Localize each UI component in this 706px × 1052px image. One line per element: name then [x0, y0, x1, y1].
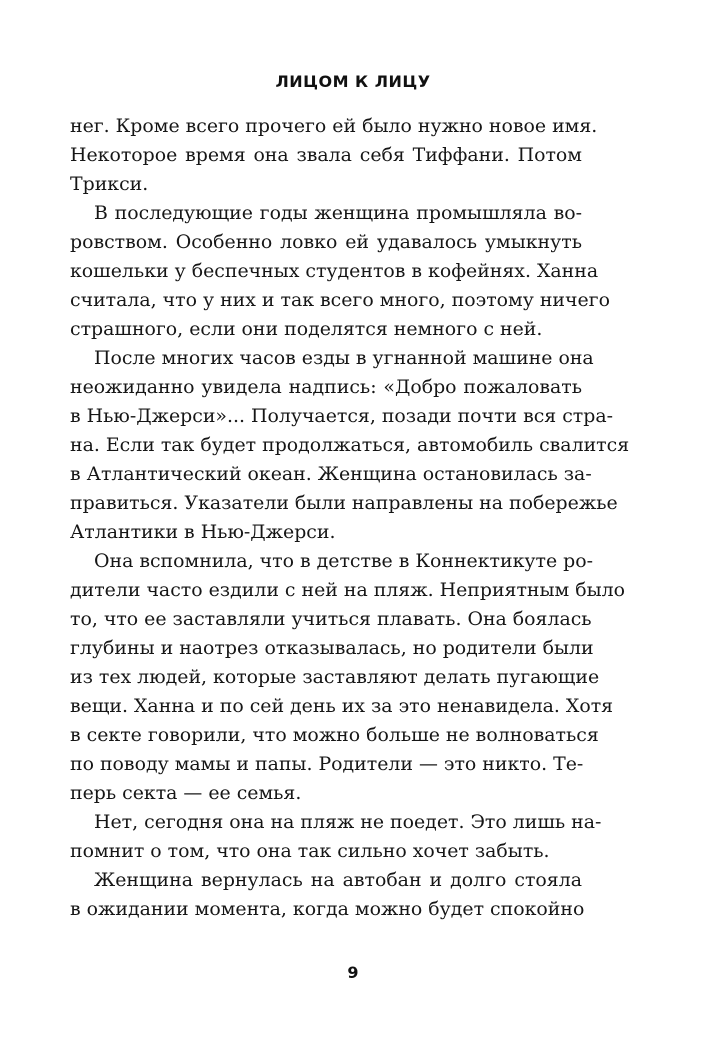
text-line: страшного, если они поделятся немного с ней.	[70, 318, 543, 340]
text-line: на. Если так будет продолжаться, автомобиль свалится	[70, 434, 630, 456]
text-line: глубины и наотрез отказывалась, но родители были	[70, 637, 594, 659]
text-line: дители часто ездили с ней на пляж. Неприятным было	[70, 579, 626, 601]
text-line: в ожидании момента, когда можно будет спокойно	[70, 898, 585, 920]
text-line: После многих часов езды в угнанной машине она	[94, 347, 594, 369]
text-line: Атлантики в Нью-Джерси.	[70, 521, 336, 543]
text-line: Нет, сегодня она на пляж не поедет. Это лишь на-	[94, 811, 602, 833]
text-line: В последующие годы женщина промышляла во-	[94, 202, 582, 224]
text-line: Женщина вернулась на автобан и долго стояла	[94, 869, 582, 891]
running-head: ЛИЦОМ К ЛИЦУ	[275, 72, 431, 91]
text-line: перь секта — ее семья.	[70, 782, 302, 804]
text-line: правиться. Указатели были направлены на побережье	[70, 492, 618, 514]
text-line: ровством. Особенно ловко ей удавалось умыкнуть	[70, 231, 582, 253]
body-text	[70, 112, 630, 924]
text-line: то, что ее заставляли учиться плавать. Она боялась	[70, 608, 592, 630]
text-line: в Нью-Джерси»... Получается, позади почти вся стра-	[70, 405, 613, 427]
text-line: Она вспомнила, что в детстве в Коннектикуте ро-	[94, 550, 593, 572]
text-line: из тех людей, которые заставляют делать пугающие	[70, 666, 600, 688]
text-line: по поводу мамы и папы. Родители — это никто. Те-	[70, 753, 584, 775]
text-line: неожиданно увидела надпись: «Добро пожаловать	[70, 376, 582, 398]
text-line: в Атлантический океан. Женщина остановилась за-	[70, 463, 592, 485]
page-number: 9	[347, 963, 359, 982]
text-line: помнит о том, что она так сильно хочет забыть.	[70, 840, 550, 862]
text-line: кошельки у беспечных студентов в кофейнях. Ханна	[70, 260, 599, 282]
text-line: нег. Кроме всего прочего ей было нужно новое имя.	[70, 115, 598, 137]
text-line: вещи. Ханна и по сей день их за это ненавидела. Хотя	[70, 695, 614, 717]
text-line: Трикси.	[70, 173, 149, 195]
text-line: считала, что у них и так всего много, поэтому ничего	[70, 289, 610, 311]
text-line: Некоторое время она звала себя Тиффани. Потом	[70, 144, 582, 166]
text-line: в секте говорили, что можно больше не волноваться	[70, 724, 599, 746]
